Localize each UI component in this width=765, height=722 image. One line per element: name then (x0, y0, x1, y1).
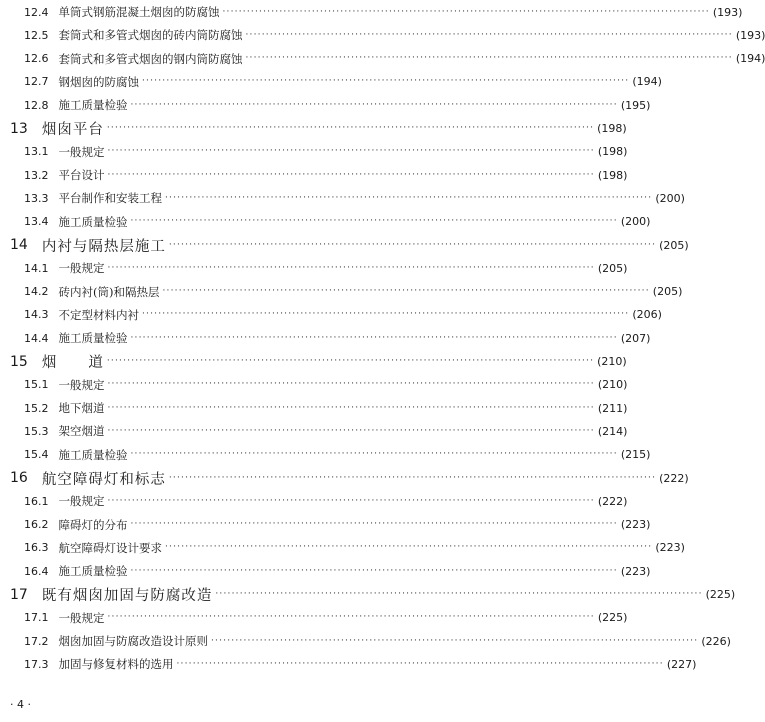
dot-leader: ························································································································ (107, 612, 595, 623)
entry-number: 12.6 (24, 52, 49, 66)
entry-title: 套筒式和多管式烟囱的砖内筒防腐蚀 (58, 28, 243, 43)
entry-page: (206) (632, 308, 662, 322)
entry-title: 施工质量检验 (58, 331, 128, 346)
entry-page: (225) (705, 588, 736, 601)
entry-number: 17.2 (24, 634, 49, 648)
toc-section-entry (0, 304, 662, 326)
entry-page: (207) (620, 331, 651, 345)
toc-chapter-entry (0, 351, 627, 373)
entry-number: 17 (10, 586, 28, 603)
entry-title: 障碍灯的分布 (58, 517, 128, 532)
entry-number: 16 (10, 470, 28, 486)
entry-number: 12.7 (24, 75, 49, 89)
entry-title: 航空障碍灯和标志 (41, 471, 166, 488)
entry-number: 17.1 (24, 611, 49, 625)
entry-page: (222) (659, 471, 689, 485)
dot-leader: ························································································································ (107, 379, 595, 390)
entry-title: 一般规定 (58, 144, 105, 159)
entry-number: 15 (10, 353, 28, 370)
toc-section-entry (0, 48, 765, 70)
entry-page: (226) (701, 634, 731, 648)
dot-leader: ························································································································ (107, 146, 595, 157)
dot-leader: ························································································································ (162, 286, 650, 297)
toc-section-entry (0, 94, 651, 116)
dot-leader: ························································································································ (245, 53, 733, 64)
entry-number: 12.5 (24, 28, 49, 42)
entry-title: 烟囱平台 (41, 122, 104, 138)
entry-page: (198) (597, 145, 628, 159)
entry-page: (200) (655, 191, 685, 205)
entry-number: 14.4 (24, 331, 49, 345)
entry-title: 加固与修复材料的选用 (58, 657, 174, 672)
entry-title: 一般规定 (58, 261, 105, 276)
dot-leader: ························································································································ (106, 123, 595, 133)
toc-section-entry (0, 24, 765, 46)
entry-number: 14.1 (24, 261, 49, 275)
dot-leader: ························································································································ (130, 449, 618, 460)
toc-section-entry (0, 653, 697, 675)
toc-section-entry (0, 71, 662, 93)
toc-chapter-entry (0, 584, 736, 606)
entry-page: (198) (597, 122, 627, 135)
dot-leader: ························································································································ (107, 425, 595, 436)
entry-page: (193) (712, 5, 743, 19)
entry-number: 15.3 (24, 424, 49, 438)
toc-section-entry (0, 327, 651, 349)
entry-number: 15.1 (24, 378, 49, 392)
toc-section-entry (0, 141, 628, 163)
entry-page: (195) (620, 98, 651, 112)
page-number: · 4 · (10, 698, 31, 711)
entry-number: 12.4 (24, 5, 49, 19)
entry-number: 12.8 (24, 98, 49, 112)
dot-leader: ························································································································ (211, 635, 699, 646)
toc-section-entry (0, 490, 628, 512)
toc-chapter-entry (0, 234, 689, 256)
dot-leader: ························································································································ (130, 99, 618, 110)
dot-leader: ························································································································ (130, 332, 618, 343)
entry-title: 施工质量检验 (58, 214, 128, 229)
toc-section-entry (0, 397, 628, 419)
entry-page: (193) (735, 28, 765, 42)
entry-number: 16.4 (24, 564, 49, 578)
entry-number: 14.3 (24, 308, 49, 322)
entry-page: (210) (597, 355, 627, 368)
entry-number: 16.3 (24, 541, 49, 555)
dot-leader: ························································································································ (130, 565, 618, 576)
toc-section-entry (0, 257, 628, 279)
entry-title: 烟囱加固与防腐改造设计原则 (58, 634, 208, 649)
entry-page: (223) (655, 541, 685, 555)
entry-title: 一般规定 (58, 377, 105, 392)
entry-page: (227) (666, 657, 697, 671)
entry-title: 不定型材料内衬 (58, 307, 139, 322)
dot-leader: ························································································································ (107, 262, 595, 273)
toc-chapter-entry (0, 467, 689, 489)
entry-number: 13.1 (24, 145, 49, 159)
entry-number: 14.2 (24, 285, 49, 299)
entry-title: 一般规定 (58, 494, 105, 509)
toc-section-entry (0, 630, 731, 652)
entry-title: 既有烟囱加固与防腐改造 (41, 588, 213, 604)
entry-number: 15.4 (24, 448, 49, 462)
dot-leader: ························································································································ (130, 519, 618, 530)
entry-page: (210) (597, 378, 628, 392)
entry-page: (222) (597, 494, 628, 508)
entry-title: 单筒式钢筋混凝土烟囱的防腐蚀 (58, 5, 220, 19)
entry-number: 13.4 (24, 215, 49, 229)
toc-section-entry (0, 187, 685, 209)
entry-page: (225) (597, 611, 628, 625)
toc-section-entry (0, 514, 651, 536)
dot-leader: ························································································································ (245, 29, 733, 40)
entry-title: 施工质量检验 (58, 564, 128, 579)
toc-section-entry (0, 444, 651, 466)
toc-section-entry (0, 537, 685, 559)
entry-title: 航空障碍灯设计要求 (58, 540, 162, 555)
entry-page: (215) (620, 448, 651, 462)
toc-section-entry (0, 374, 628, 396)
entry-number: 13.2 (24, 168, 49, 182)
entry-title: 内衬与隔热层施工 (41, 238, 166, 255)
entry-page: (211) (597, 401, 628, 415)
dot-leader: ························································································································ (107, 495, 595, 506)
toc-section-entry (0, 281, 683, 303)
entry-page: (198) (597, 168, 628, 182)
entry-title: 烟 道 (41, 355, 104, 371)
entry-number: 13 (10, 120, 28, 137)
entry-page: (205) (659, 238, 689, 252)
entry-number: 15.2 (24, 401, 49, 415)
toc-chapter-entry (0, 118, 627, 140)
dot-leader: ························································································································ (215, 589, 703, 599)
entry-title: 套筒式和多管式烟囱的钢内筒防腐蚀 (58, 51, 243, 66)
entry-title: 施工质量检验 (58, 447, 128, 462)
entry-page: (214) (597, 424, 628, 438)
entry-number: 14 (10, 237, 28, 253)
dot-leader: ························································································································ (107, 402, 595, 413)
entry-page: (194) (632, 75, 662, 89)
toc-section-entry (0, 607, 628, 629)
entry-page: (205) (652, 285, 683, 299)
dot-leader: ························································································································ (130, 216, 618, 227)
entry-title: 一般规定 (58, 610, 105, 625)
entry-title: 施工质量检验 (58, 98, 128, 113)
toc-section-entry (0, 560, 651, 582)
entry-title: 地下烟道 (58, 401, 105, 416)
toc-section-entry (0, 164, 628, 186)
toc-section-entry (0, 420, 628, 442)
entry-page: (223) (620, 518, 651, 532)
dot-leader: ························································································································ (142, 309, 630, 320)
entry-page: (205) (597, 261, 628, 275)
dot-leader: ························································································································ (165, 192, 653, 203)
entry-page: (223) (620, 564, 651, 578)
entry-title: 砖内衬(筒)和隔热层 (58, 284, 160, 299)
entry-number: 16.2 (24, 518, 49, 532)
dot-leader: ························································································································ (176, 658, 664, 669)
entry-title: 架空烟道 (58, 424, 105, 439)
dot-leader: ························································································································ (107, 169, 595, 180)
dot-leader: ························································································································ (165, 542, 653, 553)
entry-number: 17.3 (24, 657, 49, 671)
entry-title: 平台设计 (58, 168, 105, 183)
dot-leader: ························································································································ (142, 76, 630, 87)
toc-section-entry (0, 1, 743, 23)
dot-leader: ························································································································ (106, 356, 595, 366)
entry-page: (194) (735, 52, 765, 66)
dot-leader: ························································································································ (168, 472, 657, 483)
entry-number: 16.1 (24, 494, 49, 508)
toc-section-entry (0, 211, 651, 233)
entry-number: 13.3 (24, 191, 49, 205)
dot-leader: ························································································································ (168, 239, 657, 250)
entry-page: (200) (620, 215, 651, 229)
entry-title: 平台制作和安装工程 (58, 191, 162, 206)
entry-title: 钢烟囱的防腐蚀 (58, 74, 139, 89)
dot-leader: ························································································································ (222, 6, 710, 17)
